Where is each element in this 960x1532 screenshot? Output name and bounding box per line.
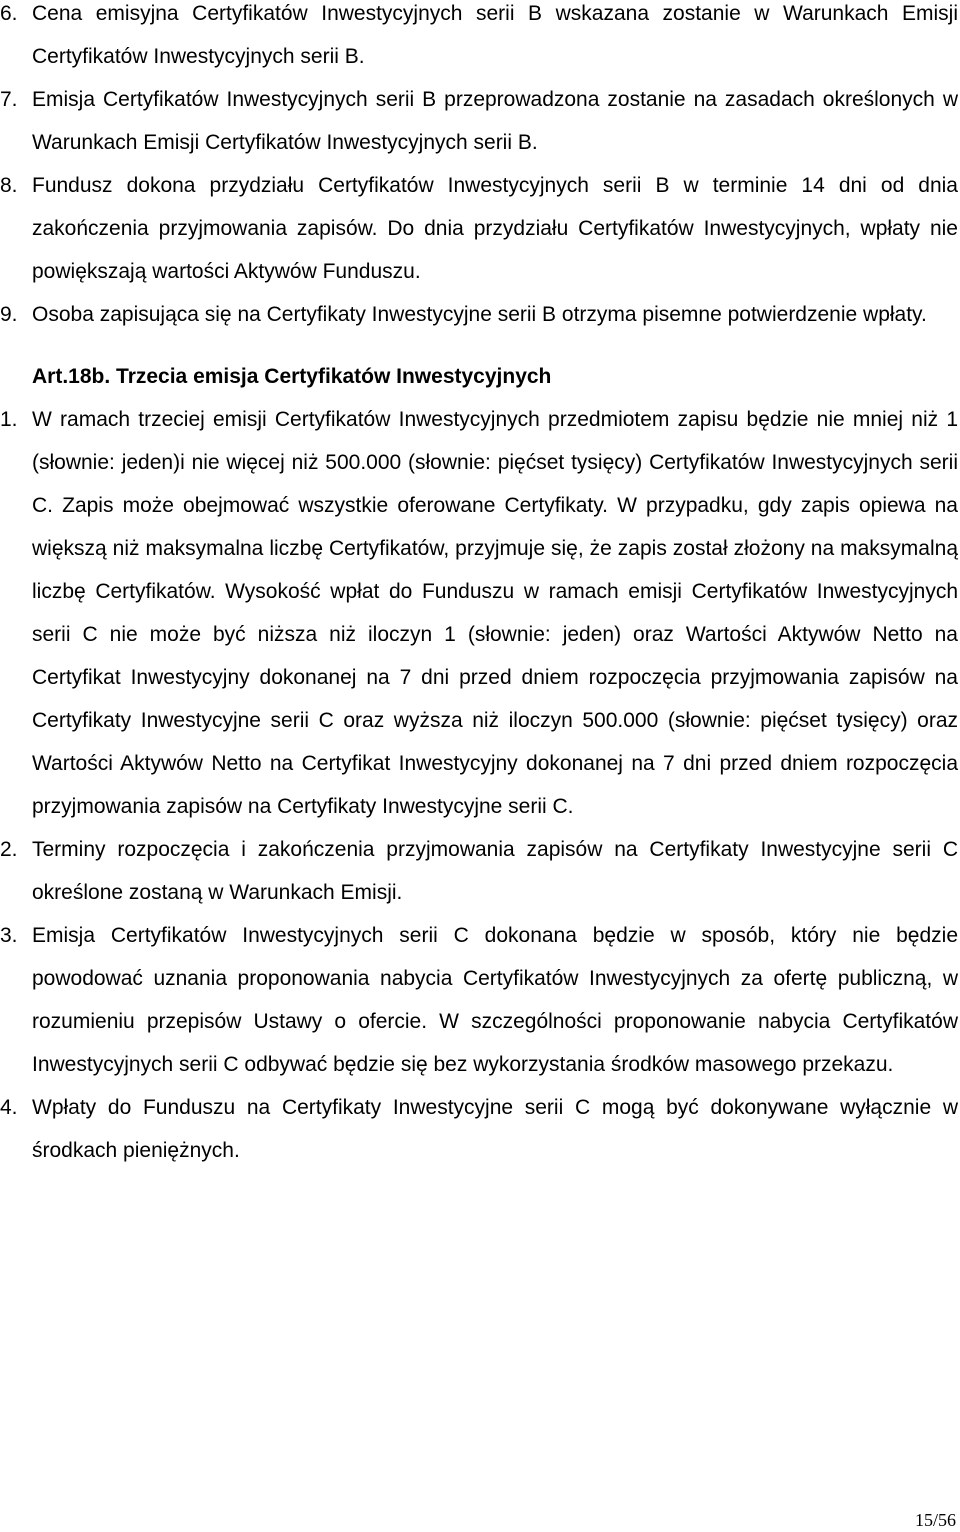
list-item-b-7 [0,78,958,164]
item-text: Cena emisyjna Certyfikatów Inwestycyjnych serii B wskazana zostanie w Warunkach Emisji Certyfikatów Inwestycyjnych serii B. [32,2,958,68]
item-text: Wpłaty do Funduszu na Certyfikaty Inwestycyjne serii C mogą być dokonywane wyłącznie w środkach pieniężnych. [32,1096,958,1162]
item-number: 7. [0,88,18,111]
list-item-b-8 [0,164,958,293]
section-heading: Art.18b. Trzecia emisja Certyfikatów Inwestycyjnych [32,365,552,388]
list-item-b-6 [0,0,958,78]
item-text: Terminy rozpoczęcia i zakończenia przyjmowania zapisów na Certyfikaty Inwestycyjne serii C określone zostaną w Warunkach Emisji. [32,838,958,904]
item-number: 1. [0,408,18,431]
item-number: 3. [0,924,18,947]
item-number: 2. [0,838,18,861]
item-text: Emisja Certyfikatów Inwestycyjnych serii B przeprowadzona zostanie na zasadach określonych w Warunkach Emisji Certyfikatów Inwestycyjnych serii B. [32,88,958,154]
list-item-b-9 [0,293,958,336]
list-item-c-4 [0,1086,958,1172]
item-number: 6. [0,2,18,25]
item-number: 4. [0,1096,18,1119]
list-item-c-3 [0,914,958,1086]
item-number: 9. [0,303,18,326]
page-number: 15/56 [914,1510,956,1530]
item-number: 8. [0,174,18,197]
item-text: Osoba zapisująca się na Certyfikaty Inwestycyjne serii B otrzyma pisemne potwierdzenie wpłaty. [32,303,927,326]
list-item-c-2 [0,828,958,914]
item-text: Fundusz dokona przydziału Certyfikatów Inwestycyjnych serii B w terminie 14 dni od dnia zakończenia przyjmowania zapisów. Do dnia przydziału Certyfikatów Inwestycyjnych, wpłaty nie powiększają wartości Aktywów Funduszu. [32,174,958,283]
item-text: Emisja Certyfikatów Inwestycyjnych serii C dokonana będzie w sposób, który nie będzie powodować uznania proponowania nabycia Certyfikatów Inwestycyjnych za ofertę publiczną, w rozumieniu przepisów Ustawy o ofercie. W szczególności proponowanie nabycia Certyfikatów Inwestycyjnych serii C odbywać będzie się bez wykorzystania środków masowego przekazu. [32,924,958,1076]
list-item-c-1 [0,398,958,828]
item-text: W ramach trzeciej emisji Certyfikatów Inwestycyjnych przedmiotem zapisu będzie nie mniej niż 1 (słownie: jeden)i nie więcej niż 500.000 (słownie: pięćset tysięcy) Certyfikatów Inwestycyjnych serii C. Zapis może obejmować wszystkie oferowane Certyfikaty. W przypadku, gdy zapis opiewa na większą niż maksymalna liczbę Certyfikatów, przyjmuje się, że zapis został złożony na maksymalną liczbę Certyfikatów. Wysokość wpłat do Funduszu w ramach emisji Certyfikatów Inwestycyjnych serii C nie może być niższa niż iloczyn 1 (słownie: jeden) oraz Wartości Aktywów Netto na Certyfikat Inwestycyjny dokonanej na 7 dni przed dniem rozpoczęcia przyjmowania zapisów na Certyfikaty Inwestycyjne serii C oraz wyższa niż iloczyn 500.000 (słownie: pięćset tysięcy) oraz Wartości Aktywów Netto na Certyfikat Inwestycyjny dokonanej na 7 dni przed dniem rozpoczęcia przyjmowania zapisów na Certyfikaty Inwestycyjne serii C. [32,408,958,818]
